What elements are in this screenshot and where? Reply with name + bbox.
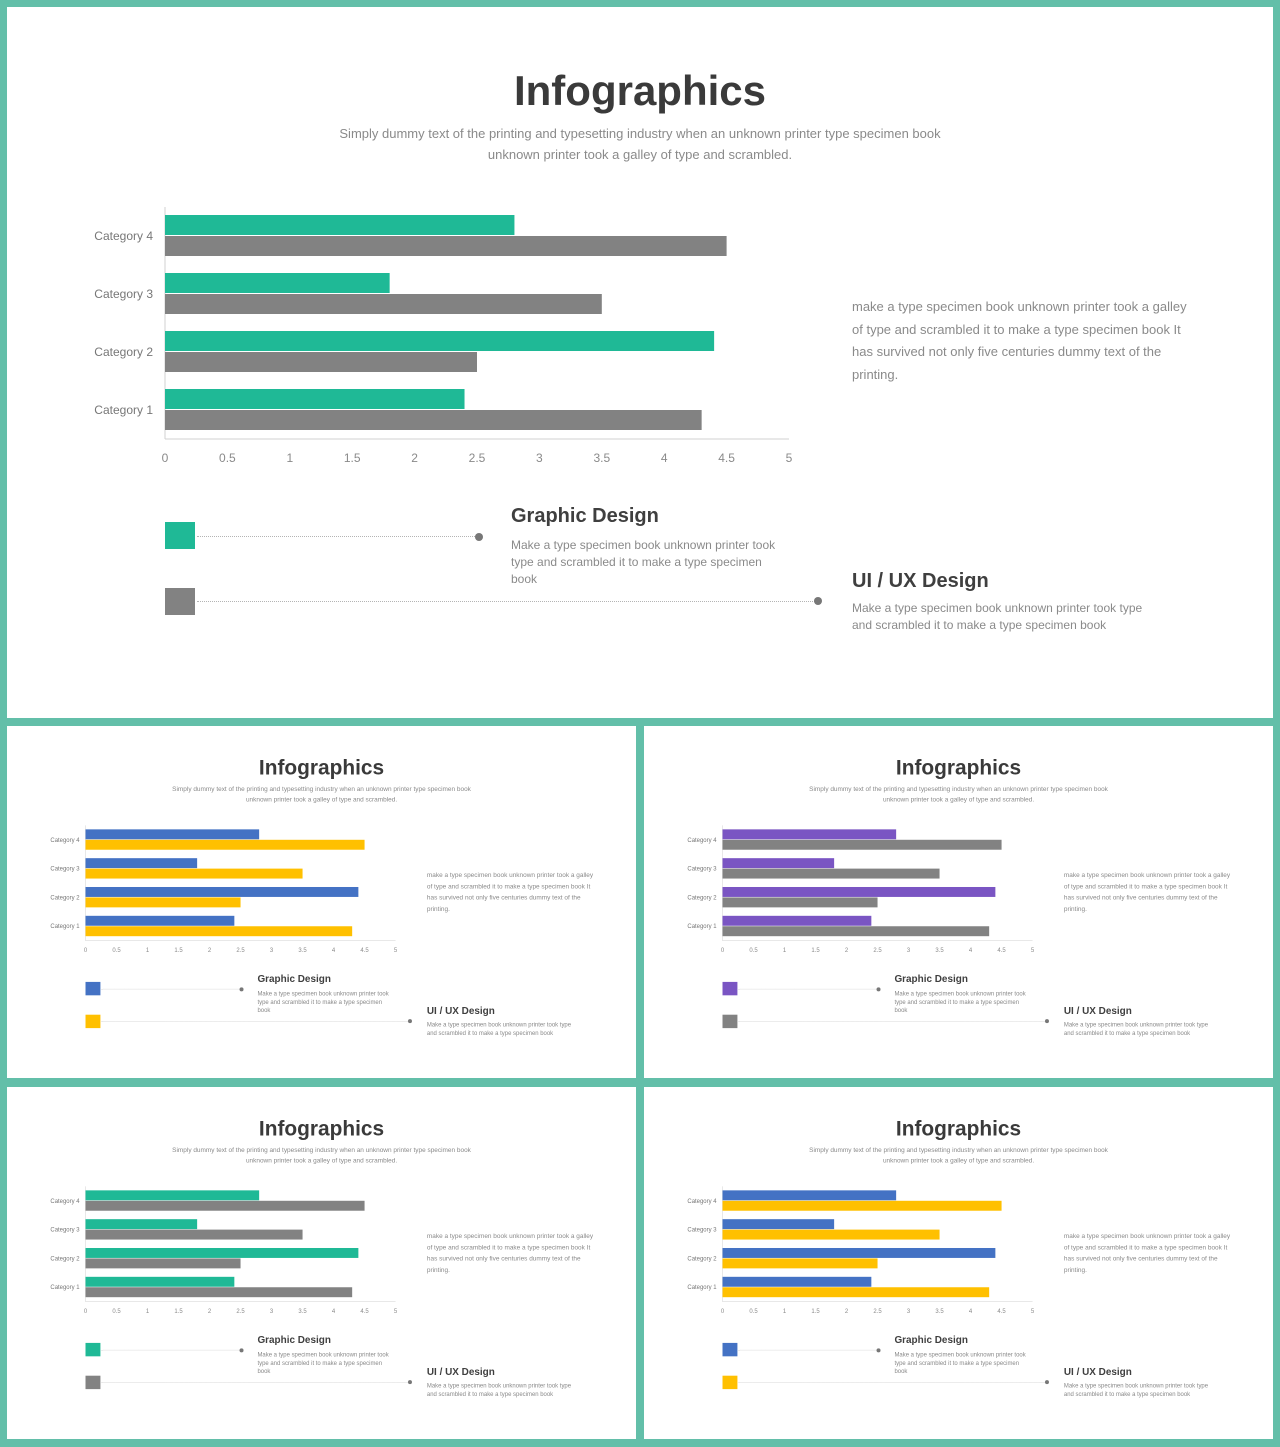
category-label: Category 2 [687, 895, 717, 902]
leader-dot-ui-ux-design [1045, 1380, 1049, 1384]
x-tick-label: 4 [968, 948, 973, 955]
bar-series-1 [723, 1190, 897, 1200]
x-tick-label: 1 [145, 1309, 150, 1316]
category-label: Category 1 [50, 1285, 80, 1292]
leader-dot-ui-ux-design [814, 597, 822, 605]
legend-title-ui-ux-design: UI / UX Design [1063, 1366, 1132, 1378]
legend-text-graphic-design: Make a type specimen book unknown printer took type and scrambled it to make a type specimen book [894, 989, 1026, 1014]
slide-content [7, 7, 1273, 718]
x-tick-label: 5 [1030, 948, 1035, 955]
x-tick-label: 3 [269, 1309, 274, 1316]
x-tick-label: 5 [393, 948, 398, 955]
slide-title: Infographics [258, 1116, 385, 1141]
category-label: Category 3 [687, 1227, 717, 1234]
x-tick-label: 1 [286, 451, 294, 465]
bar-series-2 [165, 236, 727, 256]
leader-dot-ui-ux-design [1045, 1019, 1049, 1023]
slide-green-gray [7, 1087, 636, 1439]
legend-title-graphic-design: Graphic Design [511, 505, 659, 527]
leader-dot-graphic-design [877, 1348, 881, 1352]
bar-chart [7, 726, 414, 965]
x-tick-label: 2.5 [873, 1309, 882, 1316]
bar-series-1 [723, 829, 897, 839]
description-text: make a type specimen book unknown printer took a galley of type and scrambled it to make a type specimen book It has survived not only five centuries dummy text of the printing. [426, 1232, 594, 1274]
bar-chart [644, 726, 1051, 965]
legend-title-graphic-design: Graphic Design [894, 1334, 968, 1346]
x-tick-label: 3.5 [935, 948, 944, 955]
legend-swatch-graphic-design [86, 982, 101, 995]
legend-swatch-ui-ux-design [723, 1376, 738, 1389]
slide-title: Infographics [258, 755, 385, 780]
bar-series-2 [86, 840, 365, 850]
legend-swatch-graphic-design [723, 982, 738, 995]
bar-series-2 [723, 1287, 990, 1297]
category-label: Category 3 [50, 866, 80, 873]
description-text: make a type specimen book unknown printer took a galley of type and scrambled it to make a type specimen book It has survived not only five centuries dummy text of the printing. [426, 871, 594, 913]
legend-swatch-ui-ux-design [723, 1015, 738, 1028]
x-tick-label: 4.5 [997, 948, 1006, 955]
bar-series-2 [723, 897, 878, 907]
legend-title-ui-ux-design: UI / UX Design [426, 1005, 495, 1017]
leader-dot-ui-ux-design [408, 1019, 412, 1023]
bar-series-2 [86, 1287, 353, 1297]
legend-text-ui-ux-design: Make a type specimen book unknown printer took type and scrambled it to make a type specimen book [852, 601, 1143, 632]
x-tick-label: 2.5 [468, 451, 486, 465]
bar-series-1 [86, 887, 359, 897]
x-tick-label: 4.5 [997, 1309, 1006, 1316]
category-label: Category 1 [50, 924, 80, 931]
x-tick-label: 4 [660, 451, 668, 465]
legend-text-ui-ux-design: Make a type specimen book unknown printer took type and scrambled it to make a type specimen book [426, 1021, 572, 1037]
x-tick-label: 2.5 [236, 1309, 245, 1316]
bar-series-2 [723, 869, 940, 879]
slide-subtitle: Simply dummy text of the printing and typesetting industry when an unknown printer type specimen book unknown printer took a galley of type and scrambled. [172, 1146, 471, 1165]
legend-text-graphic-design: Make a type specimen book unknown printer took type and scrambled it to make a type specimen book [257, 989, 389, 1014]
x-tick-label: 1.5 [343, 451, 361, 465]
category-label: Category 2 [50, 895, 80, 902]
x-tick-label: 3 [269, 948, 274, 955]
x-tick-label: 0 [720, 1309, 725, 1316]
bar-series-1 [86, 916, 235, 926]
x-tick-label: 2 [411, 451, 418, 465]
x-tick-label: 3.5 [298, 948, 307, 955]
bar-series-2 [86, 1258, 241, 1268]
slide-subtitle: Simply dummy text of the printing and typesetting industry when an unknown printer type specimen book unknown printer took a galley of type and scrambled. [809, 785, 1108, 804]
x-tick-label: 1.5 [811, 948, 820, 955]
slide-subtitle: Simply dummy text of the printing and typesetting industry when an unknown printer type specimen book unknown printer took a galley of type and scrambled. [339, 126, 941, 162]
x-tick-label: 0.5 [749, 1309, 758, 1316]
bar-series-1 [86, 1277, 235, 1287]
x-tick-label: 0 [83, 948, 88, 955]
x-tick-label: 3 [906, 948, 911, 955]
description-text: make a type specimen book unknown printer took a galley of type and scrambled it to make a type specimen book It has survived not only five centuries dummy text of the printing. [1063, 1232, 1231, 1274]
bar-series-2 [86, 1201, 365, 1211]
leader-dot-graphic-design [475, 533, 483, 541]
category-label: Category 1 [687, 1285, 717, 1292]
slide-main [7, 7, 1273, 718]
legend-title-ui-ux-design: UI / UX Design [1063, 1005, 1132, 1017]
x-tick-label: 3 [906, 1309, 911, 1316]
bar-series-2 [723, 1201, 1002, 1211]
legend-text-ui-ux-design: Make a type specimen book unknown printer took type and scrambled it to make a type specimen book [1063, 1382, 1209, 1398]
legend-title-graphic-design: Graphic Design [894, 973, 968, 985]
bar-series-2 [165, 410, 702, 430]
slide-title: Infographics [895, 755, 1022, 780]
category-label: Category 3 [94, 287, 153, 301]
category-label: Category 4 [94, 229, 153, 243]
bar-series-1 [165, 215, 514, 235]
category-label: Category 2 [687, 1256, 717, 1263]
legend-title-ui-ux-design: UI / UX Design [426, 1366, 495, 1378]
category-label: Category 4 [687, 837, 717, 844]
bar-series-1 [723, 858, 835, 868]
x-tick-label: 2 [844, 948, 849, 955]
bar-series-1 [723, 1277, 872, 1287]
x-tick-label: 2 [207, 948, 212, 955]
legend-title-ui-ux-design: UI / UX Design [852, 570, 989, 592]
x-tick-label: 5 [785, 451, 793, 465]
bar-series-1 [86, 858, 198, 868]
legend-swatch-graphic-design [723, 1343, 738, 1356]
x-tick-label: 2.5 [873, 948, 882, 955]
x-tick-label: 1 [145, 948, 150, 955]
legend-swatch-ui-ux-design [165, 588, 195, 615]
legend-text-ui-ux-design: Make a type specimen book unknown printer took type and scrambled it to make a type specimen book [426, 1382, 572, 1398]
slide-subtitle: Simply dummy text of the printing and typesetting industry when an unknown printer type specimen book unknown printer took a galley of type and scrambled. [172, 785, 471, 804]
legend-swatch-graphic-design [86, 1343, 101, 1356]
x-tick-label: 1.5 [174, 1309, 183, 1316]
x-tick-label: 5 [1030, 1309, 1035, 1316]
legend-swatch-graphic-design [165, 522, 195, 549]
x-tick-label: 0.5 [749, 948, 758, 955]
category-label: Category 4 [50, 837, 80, 844]
slide-title: Infographics [513, 67, 767, 114]
x-tick-label: 4 [331, 1309, 336, 1316]
bar-series-2 [723, 926, 990, 936]
x-tick-label: 1 [782, 948, 787, 955]
x-tick-label: 0.5 [219, 451, 236, 465]
bar-chart [7, 7, 827, 487]
x-tick-label: 2.5 [236, 948, 245, 955]
bar-series-2 [86, 926, 353, 936]
x-tick-label: 1.5 [811, 1309, 820, 1316]
x-tick-label: 3.5 [935, 1309, 944, 1316]
category-label: Category 2 [94, 345, 153, 359]
legend-text-graphic-design: Make a type specimen book unknown printer took type and scrambled it to make a type specimen book [511, 538, 776, 586]
leader-dot-ui-ux-design [408, 1380, 412, 1384]
bar-series-1 [86, 1248, 359, 1258]
bar-series-1 [165, 389, 465, 409]
x-tick-label: 0.5 [112, 948, 121, 955]
x-tick-label: 3.5 [298, 1309, 307, 1316]
slide-content [7, 726, 636, 1078]
bar-series-2 [165, 294, 602, 314]
bar-series-1 [723, 1248, 996, 1258]
legend-title-graphic-design: Graphic Design [257, 1334, 331, 1346]
x-tick-label: 0.5 [112, 1309, 121, 1316]
bar-series-2 [723, 1230, 940, 1240]
bar-series-2 [86, 1230, 303, 1240]
bar-chart [7, 1087, 414, 1326]
leader-line-ui-ux-design [197, 601, 817, 602]
bar-series-2 [723, 840, 1002, 850]
legend-swatch-ui-ux-design [86, 1015, 101, 1028]
bar-series-2 [165, 352, 477, 372]
legend-text-ui-ux-design: Make a type specimen book unknown printer took type and scrambled it to make a type specimen book [1063, 1021, 1209, 1037]
bar-series-2 [723, 1258, 878, 1268]
x-tick-label: 3 [536, 451, 543, 465]
category-label: Category 4 [50, 1198, 80, 1205]
x-tick-label: 1.5 [174, 948, 183, 955]
category-label: Category 3 [50, 1227, 80, 1234]
x-tick-label: 0 [161, 451, 169, 465]
bar-series-1 [86, 829, 260, 839]
description-text: make a type specimen book unknown printer took a galley of type and scrambled it to make a type specimen book It has survived not only five centuries dummy text of the printing. [852, 299, 1187, 382]
slide-purple-gray [644, 726, 1273, 1078]
leader-line-graphic-design [197, 536, 479, 537]
category-label: Category 1 [94, 403, 153, 417]
leader-dot-graphic-design [240, 1348, 244, 1352]
x-tick-label: 2 [844, 1309, 849, 1316]
leader-dot-graphic-design [240, 987, 244, 991]
category-label: Category 1 [687, 924, 717, 931]
x-tick-label: 2 [207, 1309, 212, 1316]
slide-blue-yellow [7, 726, 636, 1078]
slide-content [7, 1087, 636, 1439]
slide-subtitle: Simply dummy text of the printing and typesetting industry when an unknown printer type specimen book unknown printer took a galley of type and scrambled. [809, 1146, 1108, 1165]
x-tick-label: 5 [393, 1309, 398, 1316]
x-tick-label: 0 [720, 948, 725, 955]
bar-series-1 [86, 1190, 260, 1200]
legend-title-graphic-design: Graphic Design [257, 973, 331, 985]
x-tick-label: 3.5 [593, 451, 611, 465]
leader-dot-graphic-design [877, 987, 881, 991]
slide-content [644, 726, 1273, 1078]
bar-series-2 [86, 897, 241, 907]
x-tick-label: 4.5 [718, 451, 735, 465]
slide-blue-yellow-alt [644, 1087, 1273, 1439]
x-tick-label: 4 [331, 948, 336, 955]
description-text: make a type specimen book unknown printer took a galley of type and scrambled it to make a type specimen book It has survived not only five centuries dummy text of the printing. [1063, 871, 1231, 913]
bar-series-2 [86, 869, 303, 879]
bar-chart [644, 1087, 1051, 1326]
x-tick-label: 1 [782, 1309, 787, 1316]
bar-series-1 [723, 916, 872, 926]
category-label: Category 4 [687, 1198, 717, 1205]
bar-series-1 [723, 887, 996, 897]
bar-series-1 [165, 273, 390, 293]
slide-content [644, 1087, 1273, 1439]
bar-series-1 [165, 331, 714, 351]
legend-swatch-ui-ux-design [86, 1376, 101, 1389]
bar-series-1 [723, 1219, 835, 1229]
legend-text-graphic-design: Make a type specimen book unknown printer took type and scrambled it to make a type specimen book [894, 1350, 1026, 1375]
x-tick-label: 4.5 [360, 948, 369, 955]
category-label: Category 3 [687, 866, 717, 873]
slide-title: Infographics [895, 1116, 1022, 1141]
x-tick-label: 4 [968, 1309, 973, 1316]
bar-series-1 [86, 1219, 198, 1229]
category-label: Category 2 [50, 1256, 80, 1263]
x-tick-label: 0 [83, 1309, 88, 1316]
legend-text-graphic-design: Make a type specimen book unknown printer took type and scrambled it to make a type specimen book [257, 1350, 389, 1375]
x-tick-label: 4.5 [360, 1309, 369, 1316]
